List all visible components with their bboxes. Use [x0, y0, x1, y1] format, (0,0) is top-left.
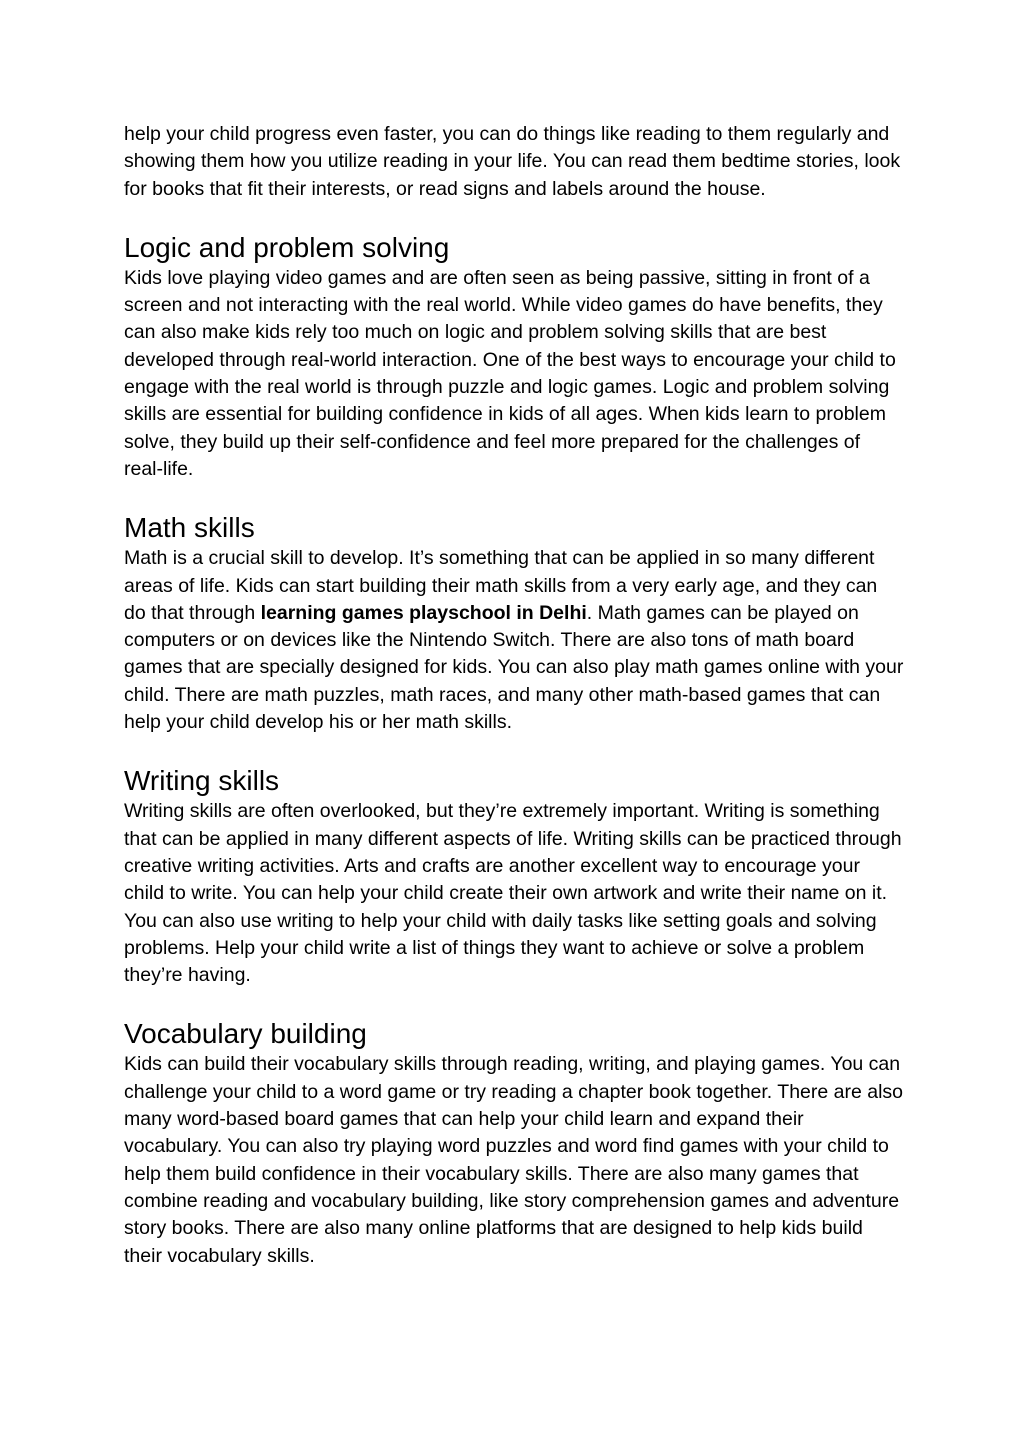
section-body: Kids can build their vocabulary skills through reading, writing, and playing games. You can challenge your child to a word game or try reading a chapter book together. There are also many word-based board games that can help your child learn and expand their vocabulary. You can also try playing word puzzles and word find games with your child to help them build confidence in their vocabulary skills. There are also many games that combine reading and vocabulary building, like story comprehension games and adventure story books. There are also many online platforms that are designed to help kids build their vocabulary skills. [124, 1053, 904, 1267]
bold-keyword-link: learning games playschool in Delhi [260, 601, 587, 624]
body-text-after: . Math games can be played on computers or on devices like the Nintendo Switch. There are also tons of math board games that are specially designed for kids. You can also play math games online with your child. There are math puzzles, math races, and many other math-based games that can help your child develop his or her math skills. [124, 601, 904, 734]
section-heading: Math skills [124, 512, 255, 544]
section-body: Writing skills are often overlooked, but they’re extremely important. Writing is something that can be applied in many different aspects of life. Writing skills can be practiced through creative writing activities. Arts and crafts are another excellent way to encourage your child to write. You can help your child create their own artwork and write their name on it. You can also use writing to help your child with daily tasks like setting goals and solving problems. Help your child write a list of things they want to achieve or solve a problem they’re having. [124, 800, 902, 987]
section-body [124, 545, 904, 736]
section-logic-problem-solving [124, 231, 904, 483]
body-text-before: Math is a crucial skill to develop. It’s something that can be applied in so many different areas of life. Kids can start building their math skills from a very early age, and they can do that through [124, 547, 878, 624]
section-math-skills [124, 511, 904, 736]
intro-paragraph: help your child progress even faster, you can do things like reading to them regularly and showing them how you utilize reading in your life. You can read them bedtime stories, look for books that fit their interests, or read signs and labels around the house. [124, 123, 901, 200]
section-heading: Vocabulary building [124, 1018, 367, 1050]
section-body: Kids love playing video games and are often seen as being passive, sitting in front of a screen and not interacting with the real world. While video games do have benefits, they can also make kids rely too much on logic and problem solving skills that are best developed through real-world interaction. One of the best ways to encourage your child to engage with the real world is through puzzle and logic games. Logic and problem solving skills are essential for building confidence in kids of all ages. When kids learn to problem solve, they build up their self-confidence and feel more prepared for the challenges of real-life. [124, 266, 896, 480]
section-heading: Writing skills [124, 765, 280, 797]
document-page [124, 121, 904, 1270]
section-writing-skills [124, 764, 904, 989]
section-vocabulary-building [124, 1017, 904, 1269]
section-heading: Logic and problem solving [124, 231, 450, 263]
